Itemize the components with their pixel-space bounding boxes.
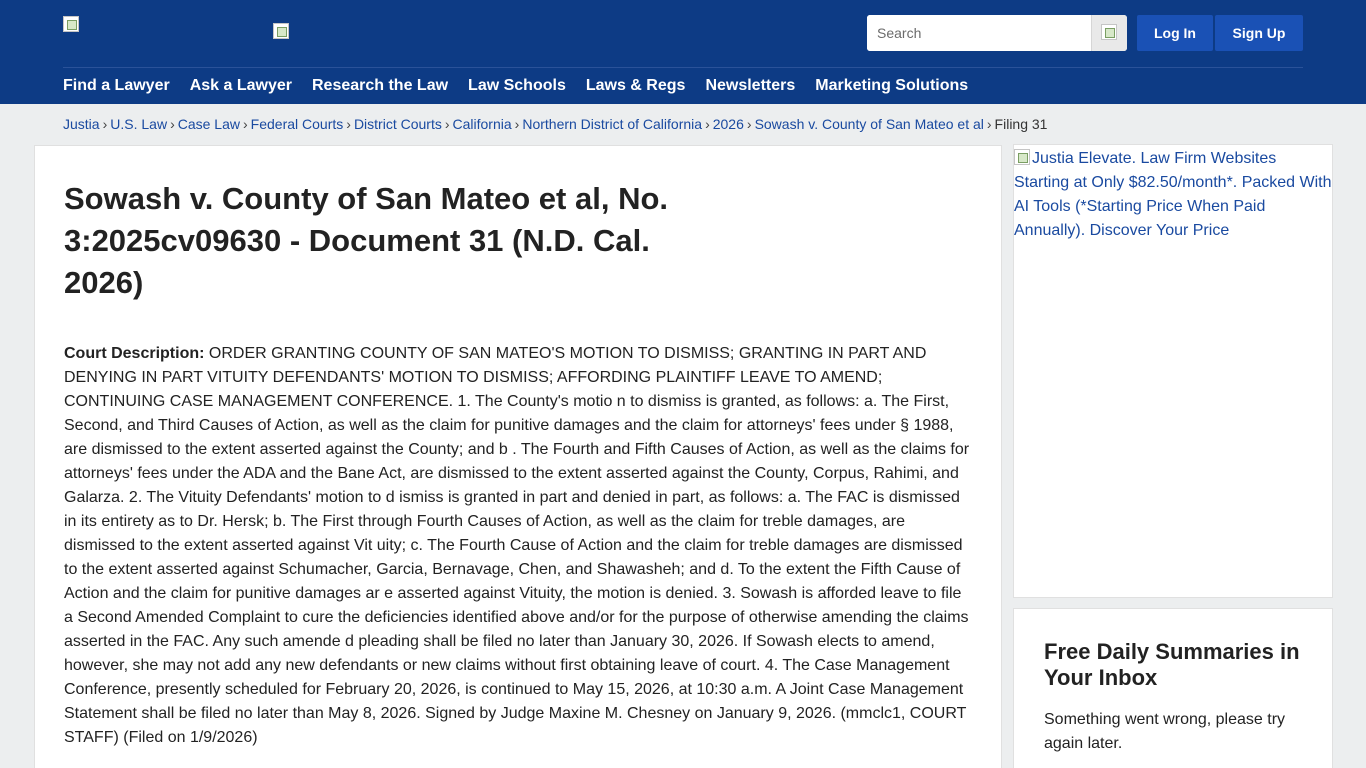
breadcrumb-separator: › xyxy=(746,116,752,132)
page-title: Sowash v. County of San Mateo et al, No. 3:2025cv09630 - Document 31 (N.D. Cal. 2026) xyxy=(64,181,669,300)
breadcrumb-separator: › xyxy=(986,116,992,132)
breadcrumb xyxy=(63,116,1047,132)
ad-image-icon xyxy=(1014,149,1030,165)
ad-image-link[interactable] xyxy=(1014,147,1334,243)
court-description-label: Court Description: xyxy=(64,345,205,362)
breadcrumb-separator: › xyxy=(705,116,710,132)
breadcrumb-link-justia[interactable]: Justia xyxy=(63,116,100,132)
nav-newsletters[interactable]: Newsletters xyxy=(705,77,796,94)
breadcrumb-separator: › xyxy=(243,116,248,132)
breadcrumb-separator: › xyxy=(444,116,450,132)
nav-laws-regs[interactable]: Laws & Regs xyxy=(585,77,686,94)
login-button[interactable]: Log In xyxy=(1137,15,1213,51)
sidebar-ad[interactable] xyxy=(1013,144,1333,598)
nav-law-schools[interactable]: Law Schools xyxy=(468,77,566,94)
breadcrumb-separator: › xyxy=(170,116,175,132)
nav-marketing-solutions[interactable]: Marketing Solutions xyxy=(815,77,969,94)
nav-ask-a-lawyer[interactable]: Ask a Lawyer xyxy=(189,77,292,94)
ad-alt-text: Justia Elevate. Law Firm Websites Starting at Only $82.50/month*. Packed With AI Tools (*Starting Price When Paid Annually). Discover Your Price xyxy=(1014,150,1332,239)
breadcrumb-link-case[interactable]: Sowash v. County of San Mateo et al xyxy=(754,116,984,132)
secondary-logo-icon[interactable] xyxy=(273,23,289,39)
newsletter-error-message: Something went wrong, please try again later. xyxy=(1044,711,1286,752)
search-input[interactable] xyxy=(867,15,1091,51)
site-header xyxy=(0,0,1366,104)
court-description-text: ORDER GRANTING COUNTY OF SAN MATEO'S MOTION TO DISMISS; GRANTING IN PART AND DENYING IN PART VITUITY DEFENDANTS' MOTION TO DISMISS; AFFORDING PLAINTIFF LEAVE TO AMEND; CONTINUING CASE MANAGEMENT CONFERENCE. 1. The County's motio n to dismiss is granted, as follows: a. The First, Second, and Third Causes of Action, as well as the claim for punitive damages and the claim for attorneys' fees under § 1988, are dismissed to the extent asserted against the County; and b . The Fourth and Fifth Causes of Action, as well as the claims for attorneys' fees under the ADA and the Bane Act, are dismissed to the extent asserted against the County, Corpus, Rahimi, and Galarza. 2. The Vituity Defendants' motion to d ismiss is granted in part and denied in part, as follows: a. The FAC is dismissed in its entirety as to Dr. Hersk; b. The First through Fourth Causes of Action, as well as the claim for treble damages, are dismissed to the extent asserted against Vit uity; c. The Fourth Cause of Action and the claim for treble damages are dismissed to the extent asserted against Schumacher, Garcia, Bernavage, Chen, and Shawasheh; and d. To the extent the Fifth Cause of Action and the claim for punitive damages ar e asserted against Vituity, the motion is denied. 3. Sowash is afforded leave to file a Second Amended Complaint to cure the deficiencies identified above and/or for the purpose of otherwise amending the claims asserted in the FAC. Any such amende d pleading shall be filed no later than January 30, 2026. If Sowash elects to amend, however, she may not add any new defendants or new claims without first obtaining leave of court. 4. The Case Management Conference, presently scheduled for February 20, 2026, is continued to May 15, 2026, at 10:30 a.m. A Joint Case Management Statement shall be filed no later than May 8, 2026. Signed by Judge Maxine M. Chesney on January 9, 2026. (mmclc1, COURT STAFF) (Filed on 1/9/2026) xyxy=(64,345,970,746)
search-box xyxy=(867,15,1127,51)
signup-button[interactable]: Sign Up xyxy=(1215,15,1303,51)
breadcrumb-separator: › xyxy=(346,116,351,132)
breadcrumb-link-2026[interactable]: 2026 xyxy=(712,116,744,132)
nav-research-the-law[interactable]: Research the Law xyxy=(311,77,449,94)
breadcrumb-link-northern-district[interactable]: Northern District of California xyxy=(522,116,703,132)
breadcrumb-link-federal-courts[interactable]: Federal Courts xyxy=(250,116,344,132)
court-description xyxy=(64,342,974,750)
breadcrumb-separator: › xyxy=(102,116,108,132)
justia-logo-icon[interactable] xyxy=(63,16,79,32)
main-content xyxy=(34,145,1002,768)
newsletter-box xyxy=(1013,608,1333,768)
search-button[interactable] xyxy=(1091,15,1127,51)
newsletter-title: Free Daily Summaries in Your Inbox xyxy=(1044,639,1300,690)
main-nav xyxy=(63,76,988,96)
breadcrumb-separator: › xyxy=(514,116,520,132)
nav-find-a-lawyer[interactable]: Find a Lawyer xyxy=(63,77,170,94)
breadcrumb-link-us-law[interactable]: U.S. Law xyxy=(110,116,168,132)
breadcrumb-current: Filing 31 xyxy=(994,116,1048,132)
header-divider xyxy=(63,67,1303,68)
breadcrumb-link-district-courts[interactable]: District Courts xyxy=(353,116,442,132)
search-icon xyxy=(1101,24,1117,40)
breadcrumb-link-california[interactable]: California xyxy=(452,116,512,132)
breadcrumb-link-case-law[interactable]: Case Law xyxy=(177,116,240,132)
